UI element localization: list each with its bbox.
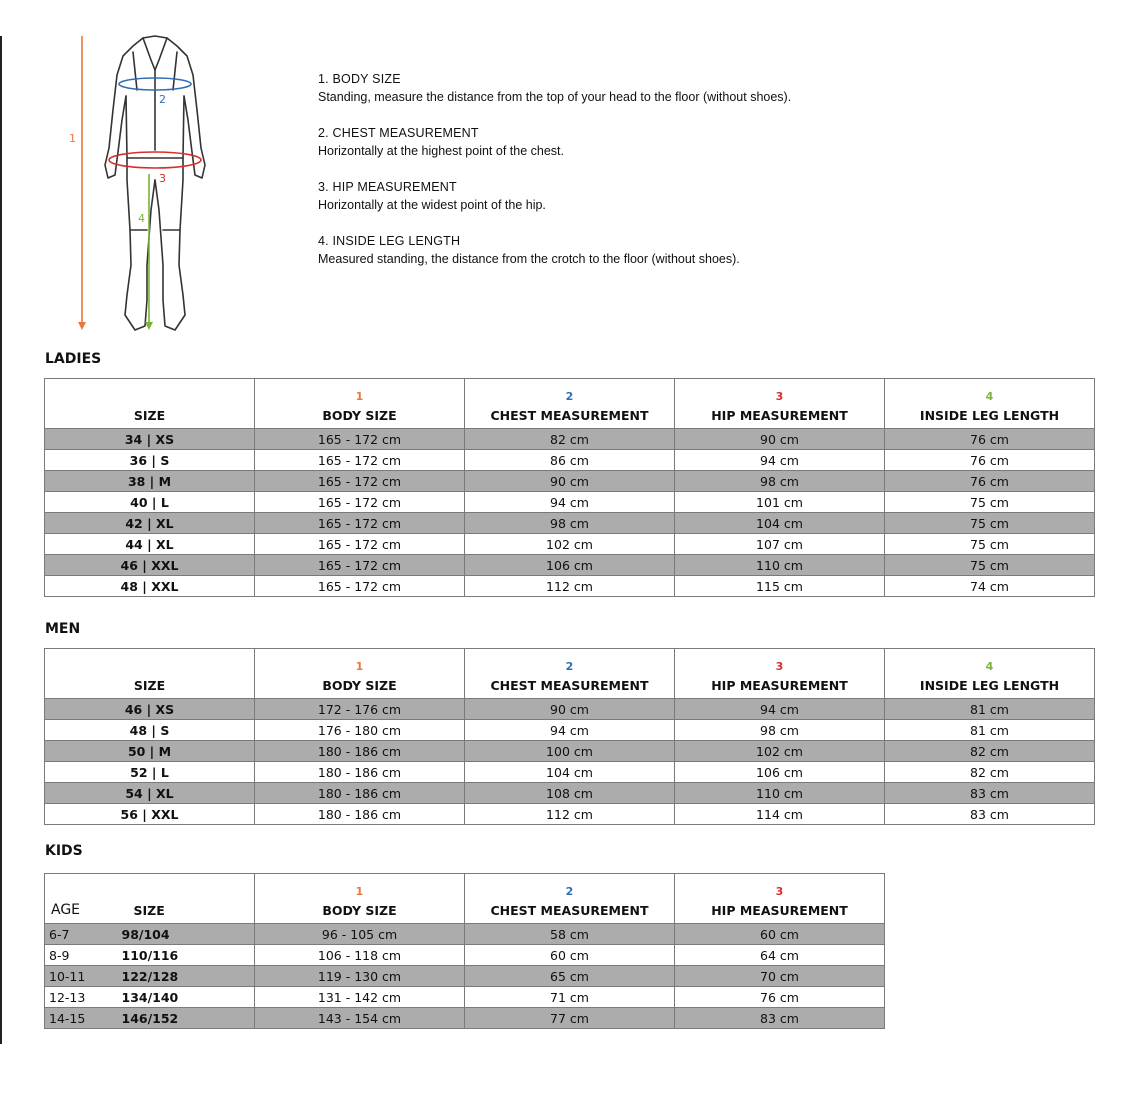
chest-cell: 112 cm [465, 804, 675, 825]
hip-cell: 102 cm [675, 741, 885, 762]
leg-header [885, 649, 1095, 699]
hip-label: HIP MEASUREMENT [711, 903, 848, 918]
instruction-desc: Horizontally at the highest point of the chest. [318, 144, 564, 158]
age-cell: 6-7 [45, 924, 100, 945]
size-cell: 122/128 [100, 966, 255, 987]
chest-cell: 82 cm [465, 429, 675, 450]
hip-header [675, 874, 885, 924]
table-row [45, 720, 1095, 741]
table-header-row [45, 649, 1095, 699]
leg-cell: 83 cm [885, 804, 1095, 825]
chest-cell: 98 cm [465, 513, 675, 534]
chest-label: CHEST MEASUREMENT [490, 678, 649, 693]
hip-number: 3 [775, 660, 784, 673]
table-row [45, 924, 885, 945]
body-size-cell: 143 - 154 cm [255, 1008, 465, 1029]
body-size-label: BODY SIZE [322, 903, 397, 918]
men-section-title: MEN [45, 621, 81, 637]
hip-number: 3 [775, 885, 784, 898]
table-row [45, 762, 1095, 783]
body-size-cell: 165 - 172 cm [255, 471, 465, 492]
size-cell: 52 | L [45, 762, 255, 783]
chest-cell: 90 cm [465, 699, 675, 720]
body-size-cell: 165 - 172 cm [255, 492, 465, 513]
chest-header [465, 379, 675, 429]
chest-header [465, 874, 675, 924]
table-row [45, 699, 1095, 720]
size-cell: 98/104 [100, 924, 255, 945]
body-size-label: BODY SIZE [322, 678, 397, 693]
measurement-instructions [318, 70, 1018, 286]
size-cell: 48 | XXL [45, 576, 255, 597]
instruction-chest [318, 124, 1018, 160]
body-size-cell: 119 - 130 cm [255, 966, 465, 987]
table-header-row [45, 379, 1095, 429]
age-cell: 10-11 [45, 966, 100, 987]
hip-cell: 94 cm [675, 699, 885, 720]
hip-cell: 60 cm [675, 924, 885, 945]
chest-cell: 94 cm [465, 492, 675, 513]
size-cell: 38 | M [45, 471, 255, 492]
hip-cell: 90 cm [675, 429, 885, 450]
instruction-body-size [318, 70, 1018, 106]
marker-2-label: 2 [159, 93, 166, 106]
leg-cell: 75 cm [885, 534, 1095, 555]
body-size-cell: 180 - 186 cm [255, 741, 465, 762]
size-cell: 46 | XXL [45, 555, 255, 576]
size-header: SIZE [45, 379, 255, 429]
marker-4-label: 4 [138, 212, 145, 225]
table-row [45, 555, 1095, 576]
size-cell: 50 | M [45, 741, 255, 762]
body-size-cell: 131 - 142 cm [255, 987, 465, 1008]
hip-cell: 114 cm [675, 804, 885, 825]
size-cell: 146/152 [100, 1008, 255, 1029]
size-cell: 40 | L [45, 492, 255, 513]
chest-cell: 100 cm [465, 741, 675, 762]
left-border-rule [0, 36, 2, 1044]
table-row [45, 492, 1095, 513]
hip-header [675, 379, 885, 429]
hip-cell: 83 cm [675, 1008, 885, 1029]
leg-cell: 76 cm [885, 471, 1095, 492]
leg-label: INSIDE LEG LENGTH [919, 408, 1060, 423]
hip-cell: 101 cm [675, 492, 885, 513]
leg-cell: 82 cm [885, 741, 1095, 762]
instruction-title: 4. INSIDE LEG LENGTH [318, 234, 461, 248]
chest-cell: 108 cm [465, 783, 675, 804]
instruction-title: 2. CHEST MEASUREMENT [318, 126, 479, 140]
marker-3-label: 3 [159, 172, 166, 185]
body-size-cell: 165 - 172 cm [255, 576, 465, 597]
chest-cell: 106 cm [465, 555, 675, 576]
table-row [45, 783, 1095, 804]
hip-cell: 106 cm [675, 762, 885, 783]
size-header: SIZE [45, 649, 255, 699]
chest-cell: 104 cm [465, 762, 675, 783]
ladies-section-title: LADIES [45, 351, 102, 367]
chest-number: 2 [565, 885, 574, 898]
body-size-cell: 176 - 180 cm [255, 720, 465, 741]
table-row [45, 429, 1095, 450]
hip-cell: 98 cm [675, 720, 885, 741]
body-size-cell: 165 - 172 cm [255, 513, 465, 534]
size-cell: 134/140 [100, 987, 255, 1008]
hip-label: HIP MEASUREMENT [711, 408, 848, 423]
leg-label: INSIDE LEG LENGTH [919, 678, 1060, 693]
chest-cell: 65 cm [465, 966, 675, 987]
body-size-header [255, 874, 465, 924]
chest-cell: 77 cm [465, 1008, 675, 1029]
table-row [45, 966, 885, 987]
size-cell: 56 | XXL [45, 804, 255, 825]
chest-cell: 58 cm [465, 924, 675, 945]
chest-number: 2 [565, 390, 574, 403]
table-row [45, 1008, 885, 1029]
leg-header [885, 379, 1095, 429]
chest-label: CHEST MEASUREMENT [490, 903, 649, 918]
size-cell: 42 | XL [45, 513, 255, 534]
hip-cell: 76 cm [675, 987, 885, 1008]
hip-cell: 98 cm [675, 471, 885, 492]
instruction-title: 3. HIP MEASUREMENT [318, 180, 457, 194]
size-header: SIZE [100, 874, 255, 924]
table-row [45, 534, 1095, 555]
hip-cell: 107 cm [675, 534, 885, 555]
chest-cell: 90 cm [465, 471, 675, 492]
leg-cell: 81 cm [885, 699, 1095, 720]
body-size-cell: 180 - 186 cm [255, 762, 465, 783]
size-cell: 46 | XS [45, 699, 255, 720]
body-size-header [255, 649, 465, 699]
hip-cell: 115 cm [675, 576, 885, 597]
body-size-cell: 172 - 176 cm [255, 699, 465, 720]
instruction-hip [318, 178, 1018, 214]
table-row [45, 450, 1095, 471]
instruction-title: 1. BODY SIZE [318, 72, 401, 86]
chest-cell: 102 cm [465, 534, 675, 555]
leg-cell: 75 cm [885, 513, 1095, 534]
body-size-header [255, 379, 465, 429]
body-size-cell: 96 - 105 cm [255, 924, 465, 945]
table-row [45, 945, 885, 966]
body-size-label: BODY SIZE [322, 408, 397, 423]
chest-number: 2 [565, 660, 574, 673]
table-row [45, 576, 1095, 597]
body-size-cell: 106 - 118 cm [255, 945, 465, 966]
kids-section-title: KIDS [45, 843, 83, 859]
body-size-number: 1 [355, 390, 364, 403]
chest-header [465, 649, 675, 699]
age-cell: 14-15 [45, 1008, 100, 1029]
hip-cell: 110 cm [675, 783, 885, 804]
body-size-number: 1 [355, 660, 364, 673]
marker-1-label: 1 [69, 132, 76, 145]
hip-cell: 70 cm [675, 966, 885, 987]
chest-cell: 94 cm [465, 720, 675, 741]
size-cell: 36 | S [45, 450, 255, 471]
chest-cell: 86 cm [465, 450, 675, 471]
leg-cell: 76 cm [885, 450, 1095, 471]
hip-header [675, 649, 885, 699]
instruction-desc: Standing, measure the distance from the top of your head to the floor (without shoes). [318, 90, 792, 104]
leg-cell: 83 cm [885, 783, 1095, 804]
men-size-table [44, 648, 1095, 825]
hip-cell: 110 cm [675, 555, 885, 576]
age-cell: 12-13 [45, 987, 100, 1008]
hip-cell: 64 cm [675, 945, 885, 966]
body-measurement-figure [55, 30, 215, 340]
table-row [45, 513, 1095, 534]
leg-cell: 74 cm [885, 576, 1095, 597]
body-size-number: 1 [355, 885, 364, 898]
chest-label: CHEST MEASUREMENT [490, 408, 649, 423]
body-size-cell: 165 - 172 cm [255, 555, 465, 576]
size-cell: 48 | S [45, 720, 255, 741]
leg-cell: 81 cm [885, 720, 1095, 741]
table-header-row [45, 874, 885, 924]
size-cell: 44 | XL [45, 534, 255, 555]
table-row [45, 471, 1095, 492]
body-size-cell: 165 - 172 cm [255, 429, 465, 450]
table-row [45, 987, 885, 1008]
body-size-cell: 180 - 186 cm [255, 804, 465, 825]
body-size-cell: 165 - 172 cm [255, 450, 465, 471]
chest-cell: 71 cm [465, 987, 675, 1008]
chest-cell: 112 cm [465, 576, 675, 597]
body-size-cell: 180 - 186 cm [255, 783, 465, 804]
body-size-cell: 165 - 172 cm [255, 534, 465, 555]
age-cell: 8-9 [45, 945, 100, 966]
leg-cell: 75 cm [885, 492, 1095, 513]
hip-number: 3 [775, 390, 784, 403]
hip-cell: 104 cm [675, 513, 885, 534]
leg-number: 4 [985, 390, 994, 403]
instruction-desc: Horizontally at the widest point of the hip. [318, 198, 546, 212]
table-row [45, 741, 1095, 762]
table-row [45, 804, 1095, 825]
size-cell: 54 | XL [45, 783, 255, 804]
instruction-desc: Measured standing, the distance from the crotch to the floor (without shoes). [318, 252, 740, 266]
ladies-size-table [44, 378, 1095, 597]
chest-cell: 60 cm [465, 945, 675, 966]
leg-cell: 75 cm [885, 555, 1095, 576]
kids-size-table [44, 873, 885, 1029]
age-header: AGE [45, 874, 100, 924]
leg-cell: 76 cm [885, 429, 1095, 450]
leg-number: 4 [985, 660, 994, 673]
size-cell: 34 | XS [45, 429, 255, 450]
hip-cell: 94 cm [675, 450, 885, 471]
hip-label: HIP MEASUREMENT [711, 678, 848, 693]
leg-cell: 82 cm [885, 762, 1095, 783]
instruction-inside-leg [318, 232, 1018, 268]
size-cell: 110/116 [100, 945, 255, 966]
